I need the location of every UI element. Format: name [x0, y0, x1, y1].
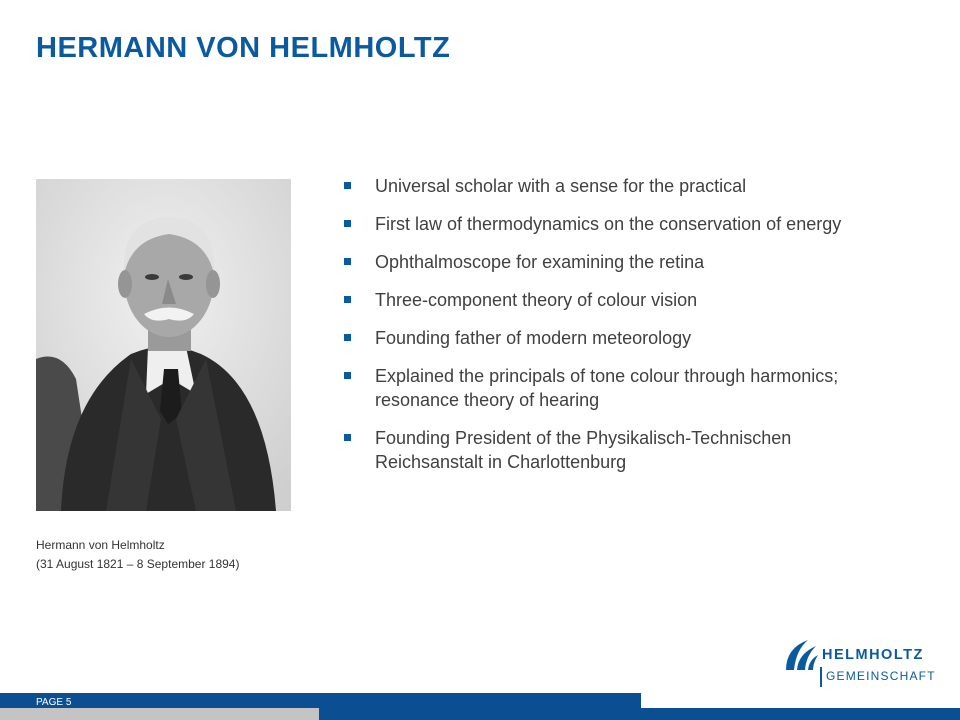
list-item — [342, 212, 842, 236]
footer-band-grey — [0, 708, 319, 720]
footer-band-blue-lower — [319, 708, 960, 720]
list-item-text: Explained the principals of tone colour through harmonics; resonance theory of hearing — [375, 366, 839, 410]
bullet-square-icon — [344, 220, 351, 227]
list-item-text: Three-component theory of colour vision — [375, 290, 698, 310]
list-item-text: Founding father of modern meteorology — [375, 328, 692, 348]
bullet-square-icon — [344, 182, 351, 189]
helmholtz-emblem-icon — [782, 638, 818, 672]
bullet-square-icon — [344, 296, 351, 303]
bullet-square-icon — [344, 258, 351, 265]
list-item-text: First law of thermodynamics on the conservation of energy — [375, 214, 842, 234]
bullet-square-icon — [344, 334, 351, 341]
helmholtz-logo — [782, 636, 942, 692]
portrait-photo — [36, 179, 291, 511]
list-item — [342, 426, 842, 474]
bullet-square-icon — [344, 372, 351, 379]
list-item — [342, 174, 842, 198]
footer-band-blue — [0, 693, 641, 708]
list-item-text: Founding President of the Physikalisch-Technischen Reichsanstalt in Charlottenburg — [375, 428, 792, 472]
bullet-square-icon — [344, 434, 351, 441]
list-item — [342, 326, 842, 350]
page-number: PAGE 5 — [36, 697, 72, 708]
list-item — [342, 364, 842, 412]
slide-title: HERMANN VON HELMHOLTZ — [36, 32, 451, 64]
list-item — [342, 250, 842, 274]
caption-name: Hermann von Helmholtz — [36, 538, 165, 552]
list-item — [342, 288, 842, 312]
logo-line2: GEMEINSCHAFT — [826, 669, 936, 683]
list-item-text: Universal scholar with a sense for the practical — [375, 176, 747, 196]
caption-dates: (31 August 1821 – 8 September 1894) — [36, 557, 240, 571]
photo-caption — [36, 536, 239, 574]
achievements-list — [342, 174, 842, 488]
logo-divider — [820, 667, 822, 687]
list-item-text: Ophthalmoscope for examining the retina — [375, 252, 705, 272]
logo-line1: HELMHOLTZ — [822, 647, 924, 663]
